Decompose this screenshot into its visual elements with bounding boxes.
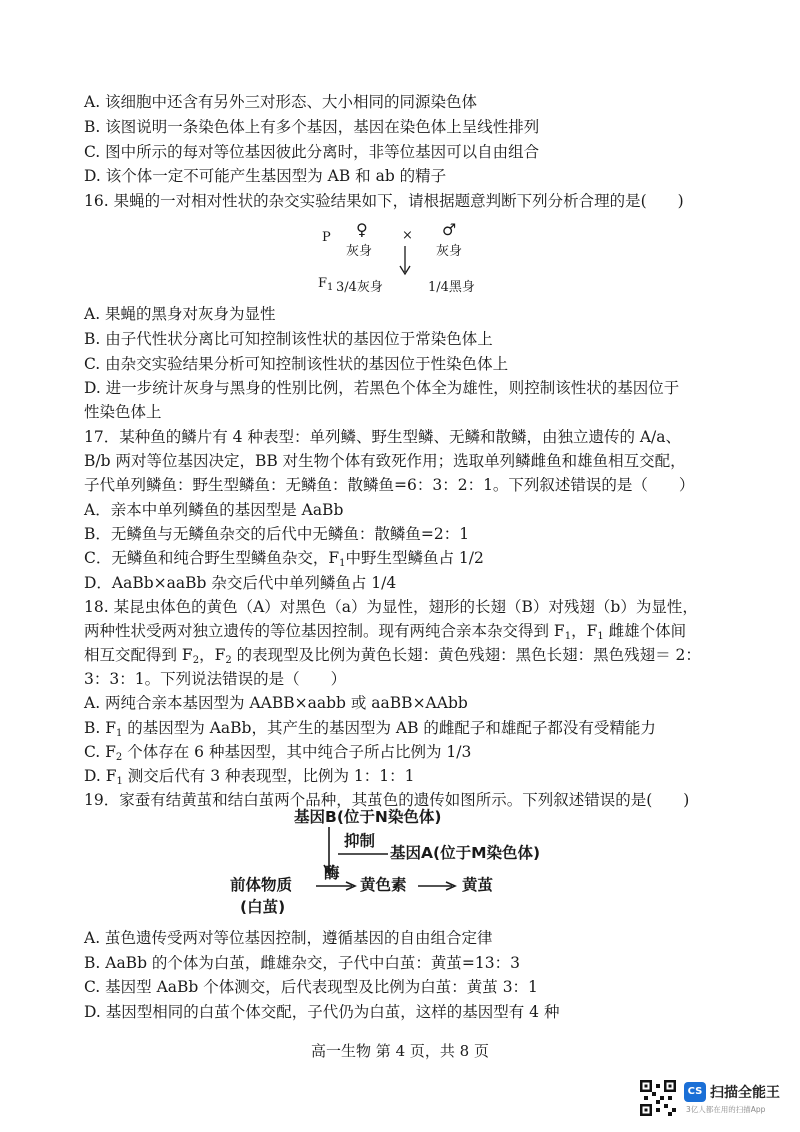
q19-option-b: B. AaBb 的个体为白茧，雌雄杂交，子代中白茧：黄茧=13：3	[84, 954, 520, 972]
female-symbol-icon: ♀	[356, 220, 368, 239]
male-trait: 灰身	[436, 244, 463, 259]
inhibit-bar-icon	[338, 849, 390, 859]
inhibit-label: 抑制	[344, 832, 376, 850]
qr-code-icon	[640, 1080, 676, 1116]
q15-option-b: B. 该图说明一条染色体上有多个基因，基因在染色体上呈线性排列	[84, 118, 540, 136]
q18-stem-line1: 18. 某昆虫体色的黄色（A）对黑色（a）为显性，翅形的长翅（B）对残翅（b）为显性，	[84, 598, 698, 616]
q16-option-d: D. 进一步统计灰身与黑身的性别比例，若黑色个体全为雄性，则控制该性状的基因位于	[84, 379, 680, 397]
cross-sign: ×	[402, 228, 413, 243]
precursor-label: 前体物质	[230, 876, 293, 894]
q17-option-c: C．无鳞鱼和纯合野生型鳞鱼杂交，$F_1$中野生型鳞鱼占 1/2	[84, 549, 484, 569]
q18-stem-line3: 相互交配得到 $F_2$，$F_2$ 的表现型及比例为黄色长翅：黄色残翅：黑色长翅：黑色残翅＝ 2：	[84, 646, 701, 666]
f1-gray-ratio: 3/4灰身	[336, 280, 383, 295]
q16-option-c: C. 由杂交实验结果分析可知控制该性状的基因位于性染色体上	[84, 355, 509, 373]
q18-option-c: C. $F_2$ 个体存在 6 种基因型，其中纯合子所占比例为 1/3	[84, 743, 472, 763]
q17-option-a: A．亲本中单列鳞鱼的基因型是 AaBb	[84, 501, 344, 519]
enzyme-label: 酶	[324, 864, 340, 882]
q16-cross-diagram	[318, 220, 518, 298]
enzyme-arrow-icon	[316, 881, 358, 891]
gene-b-label: 基因B(位于N染色体)	[294, 808, 442, 826]
q16-option-d-cont: 性染色体上	[84, 403, 162, 421]
q17-stem-line3: 子代单列鳞鱼：野生型鳞鱼：无鳞鱼：散鳞鱼=6：3：2：1。下列叙述错误的是（ ）	[84, 476, 695, 494]
pigment-arrow-icon	[418, 881, 460, 891]
scanner-watermark	[640, 1080, 790, 1120]
camscanner-logo-icon: CS	[684, 1082, 706, 1102]
q17-option-d: D．AaBb×aaBb 杂交后代中单列鳞鱼占 1/4	[84, 574, 397, 592]
q18-option-b: B. $F_1$ 的基因型为 AaBb，其产生的基因型为 AB 的雌配子和雄配子都没有受精能力	[84, 719, 656, 739]
q15-option-c: C. 图中所示的每对等位基因彼此分离时，非等位基因可以自由组合	[84, 143, 540, 161]
q18-option-d: D. $F_1$ 测交后代有 3 种表现型，比例为 1：1：1	[84, 767, 415, 787]
q19-stem: 19．家蚕有结黄茧和结白茧两个品种，其茧色的遗传如图所示。下列叙述错误的是( )	[84, 791, 690, 809]
q19-pathway-diagram	[230, 805, 610, 920]
q15-option-a: A. 该细胞中还含有另外三对形态、大小相同的同源染色体	[84, 93, 478, 111]
q17-option-b: B．无鳞鱼与无鳞鱼杂交的后代中无鳞鱼：散鳞鱼=2：1	[84, 525, 470, 543]
q17-stem-line2: B/b 两对等位基因决定，BB 对生物个体有致死作用；选取单列鳞雌鱼和雄鱼相互交配，	[84, 452, 686, 470]
f1-label: $F_1$	[318, 276, 334, 293]
parent-label: P	[322, 230, 331, 245]
gene-a-label: 基因A(位于M染色体)	[390, 844, 541, 862]
female-trait: 灰身	[346, 244, 373, 259]
scanner-brand: 扫描全能王	[710, 1085, 780, 1101]
q16-option-a: A. 果蝇的黑身对灰身为显性	[84, 305, 276, 323]
down-arrow-icon	[398, 246, 412, 276]
q18-option-a: A. 两纯合亲本基因型为 AABB×aabb 或 aaBB×AAbb	[84, 694, 468, 712]
q16-stem: 16. 果蝇的一对相对性状的杂交实验结果如下，请根据题意判断下列分析合理的是( )	[84, 192, 684, 210]
page-footer: 高一生物 第 4 页，共 8 页	[311, 1042, 489, 1060]
q19-option-c: C. 基因型 AaBb 个体测交，后代表现型及比例为白茧：黄茧 3：1	[84, 978, 538, 996]
yellow-cocoon-label: 黄茧	[462, 876, 494, 894]
q15-option-d: D. 该个体一定不可能产生基因型为 AB 和 ab 的精子	[84, 167, 447, 185]
f1-black-ratio: 1/4黑身	[428, 280, 475, 295]
q17-stem-line1: 17．某种鱼的鳞片有 4 种表型：单列鳞、野生型鳞、无鳞和散鳞，由独立遗传的 A/a、	[84, 428, 682, 446]
white-cocoon-label: (白茧)	[240, 898, 286, 916]
q19-option-a: A. 茧色遗传受两对等位基因控制，遵循基因的自由组合定律	[84, 929, 493, 947]
pigment-label: 黄色素	[360, 876, 407, 894]
male-symbol-icon: ♂	[442, 220, 457, 239]
scanner-tagline: 3亿人都在用的扫描App	[686, 1105, 766, 1114]
q19-option-d: D. 基因型相同的白茧个体交配，子代仍为白茧，这样的基因型有 4 种	[84, 1003, 560, 1021]
q18-stem-line4: 3：3：1。下列说法错误的是（ ）	[84, 670, 347, 688]
q18-stem-line2: 两种性状受两对独立遗传的等位基因控制。现有两纯合亲本杂交得到 $F_1$，$F_1$ 雌雄个体间	[84, 622, 687, 642]
q16-option-b: B. 由子代性状分离比可知控制该性状的基因位于常染色体上	[84, 330, 493, 348]
